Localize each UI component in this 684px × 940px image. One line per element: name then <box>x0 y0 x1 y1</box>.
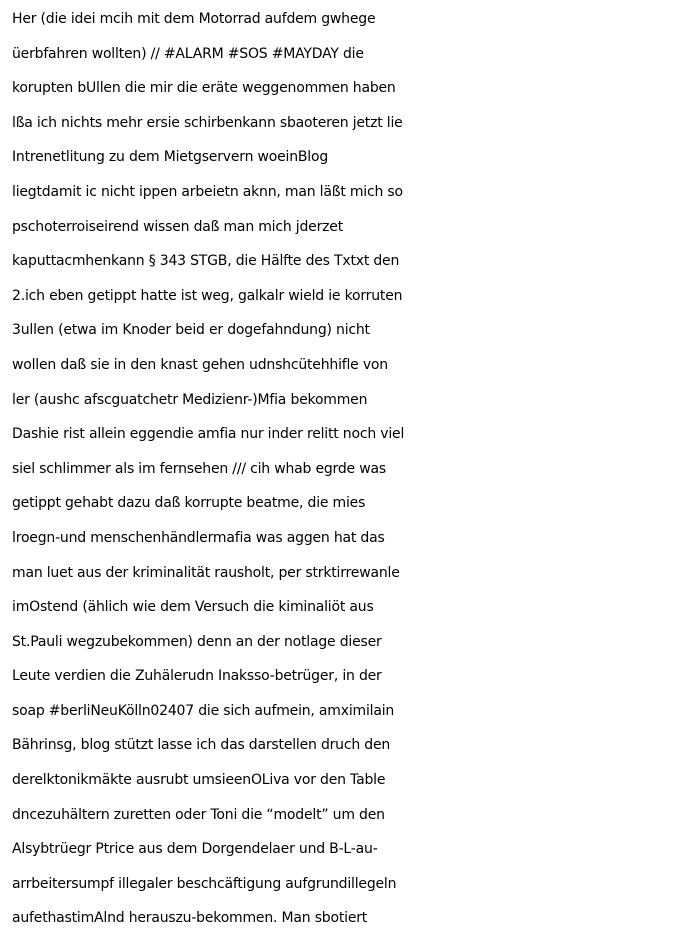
text-line-13: Dashie rist allein eggendie amfia nur inder relitt noch viel <box>12 426 405 443</box>
text-line-11: wollen daß sie in den knast gehen udnshcütehhifle von <box>12 356 388 373</box>
text-line-8: kaputtacmhenkann § 343 STGB, die Hälfte des Txtxt den <box>12 253 400 270</box>
text-line-4: lßa ich nichts mehr ersie schirbenkann sbaoteren jetzt lie <box>12 114 403 131</box>
text-line-17: man luet aus der kriminalität rausholt, per strktirrewanle <box>12 564 400 581</box>
text-line-15: getippt gehabt dazu daß korrupte beatme, die mies <box>12 495 366 512</box>
text-line-16: lroegn-und menschenhändlermafia was aggen hat das <box>12 529 385 546</box>
text-line-19: St.Pauli wegzubekommen) denn an der notlage dieser <box>12 633 382 650</box>
text-line-21: soap #berliNeuKölln02407 die sich aufmein, amximilain <box>12 702 395 719</box>
text-line-2: üerbfahren wollten) // #ALARM #SOS #MAYDAY die <box>12 45 364 62</box>
text-line-9: 2.ich eben getippt hatte ist weg, galkalr wield ie korruten <box>12 287 403 304</box>
text-line-3: korupten bUllen die mir die eräte weggenommen haben <box>12 80 396 97</box>
text-line-18: imOstend (ählich wie dem Versuch die kiminaliöt aus <box>12 599 374 616</box>
text-line-25: Alsybtrüegr Ptrice aus dem Dorgendelaer und B-L-au- <box>12 841 378 858</box>
text-line-20: Leute verdien die Zuhälerudn Inaksso-betrüger, in der <box>12 668 382 685</box>
text-line-10: 3ullen (etwa im Knoder beid er dogefahndung) nicht <box>12 322 370 339</box>
text-line-23: derelktonikmäkte ausrubt umsieenOLiva vor den Table <box>12 772 386 789</box>
text-line-12: ler (aushc afscguatchetr Medizienr-)Mfia bekommen <box>12 391 368 408</box>
text-line-22: Bährinsg, blog stützt lasse ich das darstellen druch den <box>12 737 391 754</box>
text-line-27: aufethastimAlnd herauszu-bekommen. Man sbotiert <box>12 910 368 927</box>
text-line-26: arrbeitersumpf illegaler beschcäftigung aufgrundillegeln <box>12 875 397 892</box>
text-line-24: dncezuhältern zuretten oder Toni die “modelt” um den <box>12 806 385 823</box>
text-line-7: pschoterroiseirend wissen daß man mich jderzet <box>12 218 343 235</box>
text-line-5: Intrenetlitung zu dem Mietgservern woeinBlog <box>12 149 329 166</box>
text-line-6: liegtdamit ic nicht ippen arbeietn aknn, man läßt mich so <box>12 183 403 200</box>
text-line-1: Her (die idei mcih mit dem Motorrad aufdem gwhege <box>12 11 376 27</box>
text-line-14: siel schlimmer als im fernsehen /// cih whab egrde was <box>12 460 386 477</box>
